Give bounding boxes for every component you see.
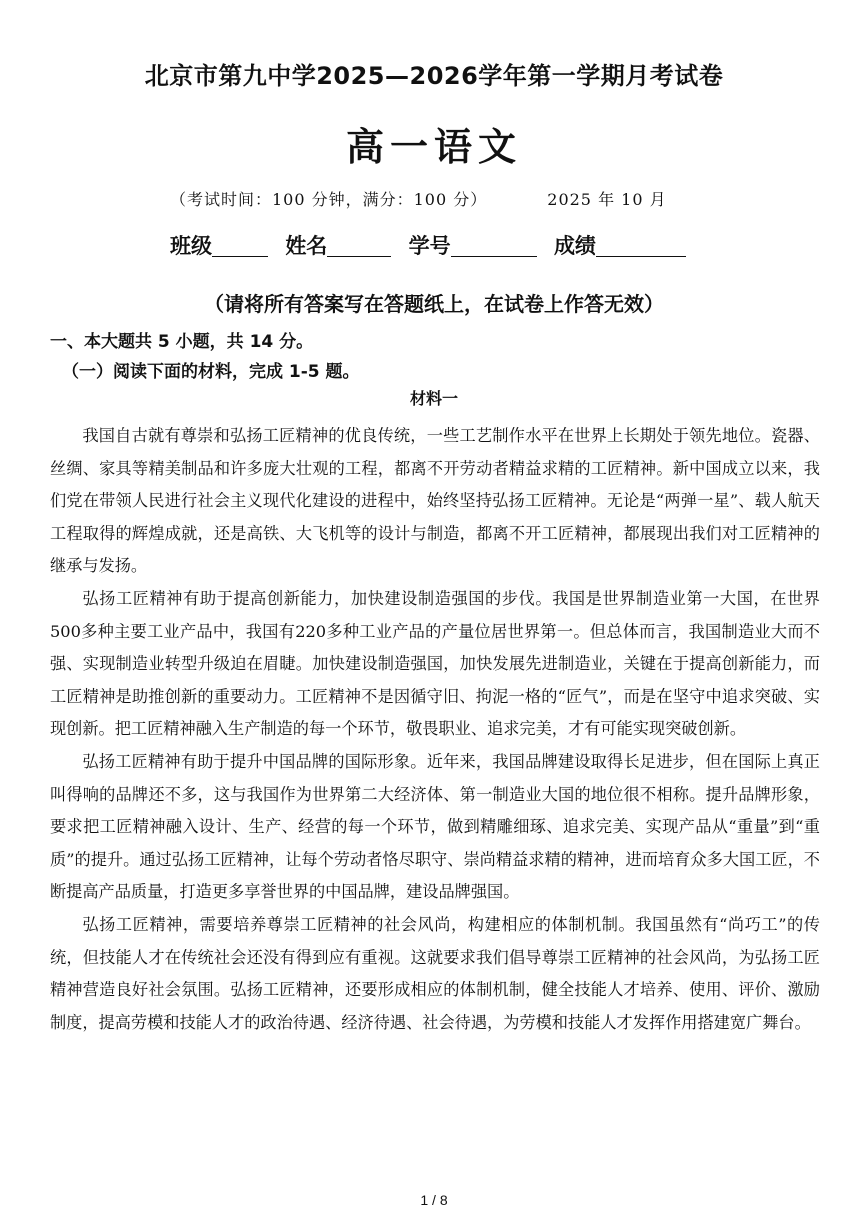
section-subheading: （一）阅读下面的材料，完成 1-5 题。	[62, 362, 360, 382]
score-blank	[596, 236, 686, 257]
score-label: 成绩	[553, 234, 596, 258]
paragraph: 弘扬工匠精神有助于提高创新能力，加快建设制造强国的步伐。我国是世界制造业第一大国，在世界500多种主要工业产品中，我国有220多种工业产品的产量位居世界第一。但总体而言，我国制造业大而不强、实现制造业转型升级迫在眉睫。加快建设制造强国，加快发展先进制造业，关键在于提高创新能力，而工匠精神是助推创新的重要动力。工匠精神不是因循守旧、拘泥一格的“匠气”，而是在坚守中追求突破、实现创新。把工匠精神融入生产制造的每一个环节，敬畏职业、追求完美，才有可能实现突破创新。	[50, 588, 820, 739]
exam-time-and-score: （考试时间：100 分钟，满分：100 分）	[170, 190, 488, 209]
section-heading: 一、本大题共 5 小题，共 14 分。	[50, 332, 314, 352]
paragraph: 我国自古就有尊崇和弘扬工匠精神的优良传统，一些工艺制作水平在世界上长期处于领先地位。瓷器、丝绸、家具等精美制品和许多庞大壮观的工程，都离不开劳动者精益求精的工匠精神。新中国成立以来，我们党在带领人民进行社会主义现代化建设的进程中，始终坚持弘扬工匠精神。无论是“两弹一星”、载人航天工程取得的辉煌成就，还是高铁、大飞机等的设计与制造，都离不开工匠精神，都展现出我们对工匠精神的继承与发扬。	[50, 426, 820, 576]
name-blank	[327, 236, 391, 257]
name-label: 姓名	[285, 234, 328, 258]
material-body	[50, 420, 820, 1039]
class-label: 班级	[170, 234, 212, 258]
answer-notice: （请将所有答案写在答题纸上，在试卷上作答无效）	[204, 292, 664, 316]
school-exam-title: 北京市第九中学2025—2026学年第一学期月考试卷	[144, 62, 724, 90]
material-title: 材料一	[409, 389, 458, 408]
student-id-blank	[451, 236, 537, 257]
subject-title: 高一语文	[345, 125, 522, 169]
student-info-fields	[170, 230, 730, 260]
class-blank	[212, 236, 268, 257]
student-id-label: 学号	[408, 234, 451, 258]
paragraph: 弘扬工匠精神有助于提升中国品牌的国际形象。近年来，我国品牌建设取得长足进步，但在国际上真正叫得响的品牌还不多，这与我国作为世界第二大经济体、第一制造业大国的地位很不相称。提升品牌形象，要求把工匠精神融入设计、生产、经营的每一个环节，做到精雕细琢、追求完美、实现产品从“重量”到“重质”的提升。通过弘扬工匠精神，让每个劳动者恪尽职守、崇尚精益求精的精神，进而培育众多大国工匠，不断提高产品质量，打造更多享誉世界的中国品牌，建设品牌强国。	[50, 751, 820, 902]
exam-info-line	[170, 187, 770, 210]
exam-date: 2025 年 10 月	[547, 190, 667, 209]
page-number: 1 / 8	[420, 1192, 448, 1208]
paragraph: 弘扬工匠精神，需要培养尊崇工匠精神的社会风尚，构建相应的体制机制。我国虽然有“尚巧工”的传统，但技能人才在传统社会还没有得到应有重视。这就要求我们倡导尊崇工匠精神的社会风尚，为弘扬工匠精神营造良好社会氛围。弘扬工匠精神，还要形成相应的体制机制，健全技能人才培养、使用、评价、激励制度，提高劳模和技能人才的政治待遇、经济待遇、社会待遇，为劳模和技能人才发挥作用搭建宽广舞台。	[50, 914, 820, 1032]
